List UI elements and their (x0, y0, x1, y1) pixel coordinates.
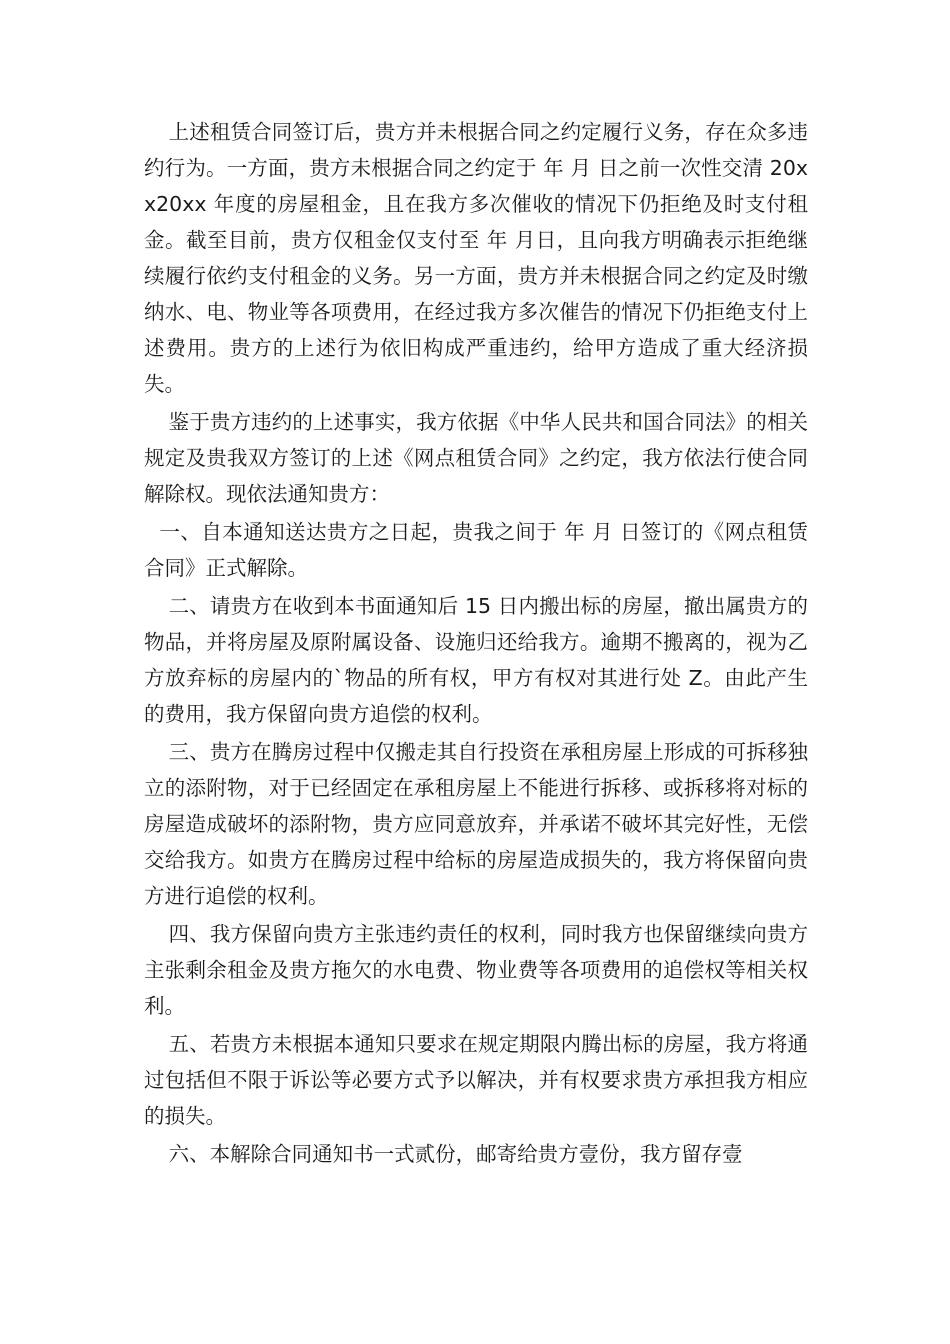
paragraph-item-1: 一、自本通知送达贵方之日起，贵我之间于 年 月 日签订的《网点租赁合同》正式解除。 (144, 520, 808, 580)
paragraph-breach-facts: 上述租赁合同签订后，贵方并未根据合同之约定履行义务，存在众多违约行为。一方面，贵方未根据合同之约定于 年 月 日之前一次性交清 20xx20xx 年度的房屋租金，且在我方多次催收的情况下仍拒绝及时支付租金。截至目前，贵方仅租金仅支付至 年 月日，且向我方明确表示拒绝继续履行依约支付租金的义务。另一方面，贵方并未根据合同之约定及时缴纳水、电、物业等各项费用，在经过我方多次催告的情况下仍拒绝支付上述费用。贵方的上述行为依旧构成严重违约，给甲方造成了重大经济损失。 (144, 120, 808, 396)
paragraph-item-5: 五、若贵方未根据本通知只要求在规定期限内腾出标的房屋，我方将通过包括但不限于诉讼等必要方式予以解决，并有权要求贵方承担我方相应的损失。 (144, 1032, 808, 1128)
document-body (144, 114, 808, 1174)
paragraph-item-6: 六、本解除合同通知书一式贰份，邮寄给贵方壹份，我方留存壹 (168, 1142, 743, 1166)
paragraph-item-4: 四、我方保留向贵方主张违约责任的权利，同时我方也保留继续向贵方主张剩余租金及贵方拖欠的水电费、物业费等各项费用的追偿权等相关权利。 (144, 922, 808, 1018)
paragraph-item-3: 三、贵方在腾房过程中仅搬走其自行投资在承租房屋上形成的可拆移独立的添附物，对于已经固定在承租房屋上不能进行拆移、或拆移将对标的房屋造成破坏的添附物，贵方应同意放弃，并承诺不破坏其完好性，无偿交给我方。如贵方在腾房过程中给标的房屋造成损失的，我方将保留向贵方进行追偿的权利。 (144, 740, 808, 908)
paragraph-item-2: 二、请贵方在收到本书面通知后 15 日内搬出标的房屋，撤出属贵方的物品，并将房屋及原附属设备、设施归还给我方。逾期不搬离的，视为乙方放弃标的房屋内的`物品的所有权，甲方有权对其进行处 Z。由此产生的费用，我方保留向贵方追偿的权利。 (144, 594, 808, 726)
paragraph-termination-basis: 鉴于贵方违约的上述事实，我方依据《中华人民共和国合同法》的相关规定及贵我双方签订的上述《网点租赁合同》之约定，我方依法行使合同解除权。现依法通知贵方： (144, 410, 808, 506)
